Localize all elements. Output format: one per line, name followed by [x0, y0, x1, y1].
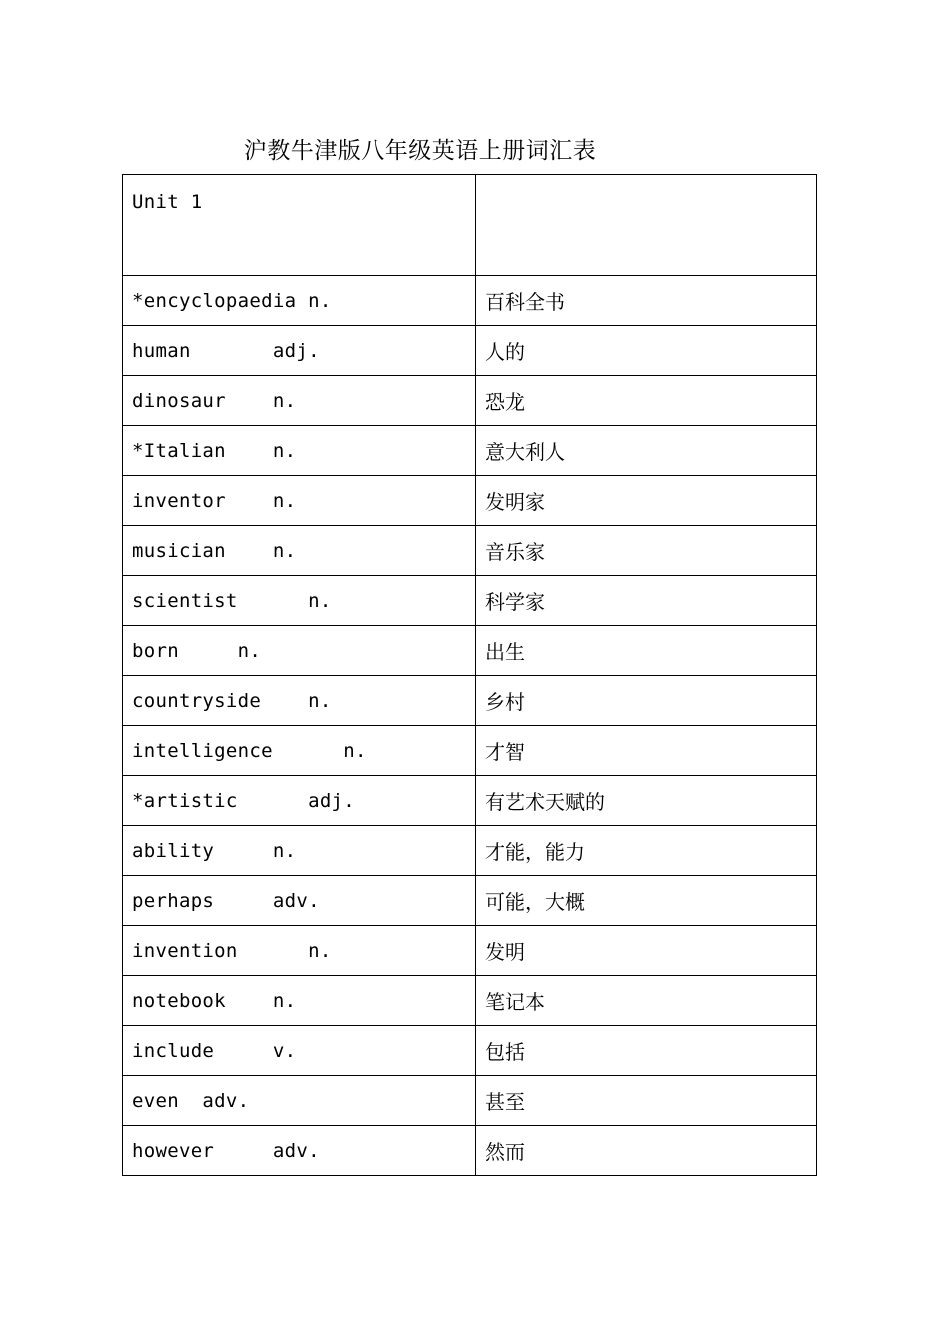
- meaning-cell: [476, 1026, 817, 1076]
- english-word: inventor n.: [132, 489, 297, 512]
- english-word: *artistic adj.: [132, 789, 356, 812]
- chinese-meaning: 才能，能力: [485, 840, 585, 864]
- english-word: human adj.: [132, 339, 320, 362]
- word-cell: [123, 1126, 476, 1176]
- chinese-meaning: 有艺术天赋的: [485, 790, 605, 814]
- meaning-cell: [476, 526, 817, 576]
- table-row: [123, 426, 817, 476]
- meaning-cell: [476, 926, 817, 976]
- meaning-cell: [476, 826, 817, 876]
- word-cell: [123, 326, 476, 376]
- unit-header-row: [123, 175, 817, 276]
- chinese-meaning: 包括: [485, 1040, 525, 1064]
- word-cell: [123, 576, 476, 626]
- english-word: however adv.: [132, 1139, 320, 1162]
- unit-label: Unit 1: [132, 191, 203, 213]
- word-cell: [123, 426, 476, 476]
- chinese-meaning: 发明: [485, 940, 525, 964]
- english-word: notebook n.: [132, 989, 297, 1012]
- chinese-meaning: 笔记本: [485, 990, 545, 1014]
- chinese-meaning: 音乐家: [485, 540, 545, 564]
- chinese-meaning: 科学家: [485, 590, 545, 614]
- word-cell: [123, 376, 476, 426]
- english-word: ability n.: [132, 839, 297, 862]
- chinese-meaning: 出生: [485, 640, 525, 664]
- table-row: [123, 726, 817, 776]
- vocabulary-table: [122, 174, 817, 1176]
- english-word: musician n.: [132, 539, 297, 562]
- table-row: [123, 626, 817, 676]
- chinese-meaning: 百科全书: [485, 290, 565, 314]
- english-word: dinosaur n.: [132, 389, 297, 412]
- meaning-cell: [476, 326, 817, 376]
- table-row: [123, 1126, 817, 1176]
- chinese-meaning: 可能，大概: [485, 890, 585, 914]
- english-word: *encyclopaedia n.: [132, 289, 332, 312]
- table-row: [123, 876, 817, 926]
- table-row: [123, 976, 817, 1026]
- meaning-cell: [476, 726, 817, 776]
- word-cell: [123, 476, 476, 526]
- chinese-meaning: 甚至: [485, 1090, 525, 1114]
- meaning-cell: [476, 876, 817, 926]
- word-cell: [123, 976, 476, 1026]
- english-word: include v.: [132, 1039, 297, 1062]
- table-row: [123, 676, 817, 726]
- meaning-cell: [476, 576, 817, 626]
- meaning-cell: [476, 626, 817, 676]
- english-word: countryside n.: [132, 689, 332, 712]
- english-word: even adv.: [132, 1089, 250, 1112]
- chinese-meaning: 然而: [485, 1140, 525, 1164]
- english-word: intelligence n.: [132, 739, 367, 762]
- table-row: [123, 826, 817, 876]
- table-row: [123, 476, 817, 526]
- meaning-cell: [476, 1126, 817, 1176]
- word-cell: [123, 1026, 476, 1076]
- table-row: [123, 576, 817, 626]
- word-cell: [123, 1076, 476, 1126]
- chinese-meaning: 乡村: [485, 690, 525, 714]
- meaning-cell: [476, 476, 817, 526]
- table-row: [123, 326, 817, 376]
- meaning-cell: [476, 776, 817, 826]
- word-cell: [123, 526, 476, 576]
- word-cell: [123, 726, 476, 776]
- english-word: *Italian n.: [132, 439, 297, 462]
- english-word: perhaps adv.: [132, 889, 320, 912]
- meaning-cell: [476, 976, 817, 1026]
- table-row: [123, 1076, 817, 1126]
- chinese-meaning: 意大利人: [485, 440, 565, 464]
- english-word: invention n.: [132, 939, 332, 962]
- table-row: [123, 776, 817, 826]
- chinese-meaning: 发明家: [485, 490, 545, 514]
- page-title: 沪教牛津版八年级英语上册词汇表: [243, 138, 597, 164]
- word-cell: [123, 776, 476, 826]
- word-cell: [123, 926, 476, 976]
- english-word: scientist n.: [132, 589, 332, 612]
- unit-label-cell: [123, 175, 476, 276]
- table-row: [123, 376, 817, 426]
- meaning-cell: [476, 676, 817, 726]
- chinese-meaning: 恐龙: [485, 390, 525, 414]
- table-row: [123, 526, 817, 576]
- word-cell: [123, 676, 476, 726]
- chinese-meaning: 人的: [485, 340, 525, 364]
- table-row: [123, 276, 817, 326]
- table-row: [123, 926, 817, 976]
- word-cell: [123, 626, 476, 676]
- table-row: [123, 1026, 817, 1076]
- word-cell: [123, 876, 476, 926]
- meaning-cell: [476, 1076, 817, 1126]
- meaning-cell: [476, 276, 817, 326]
- meaning-cell: [476, 426, 817, 476]
- meaning-cell: [476, 376, 817, 426]
- chinese-meaning: 才智: [485, 740, 525, 764]
- word-cell: [123, 276, 476, 326]
- unit-meaning-cell: [476, 175, 817, 276]
- word-cell: [123, 826, 476, 876]
- english-word: born n.: [132, 639, 262, 662]
